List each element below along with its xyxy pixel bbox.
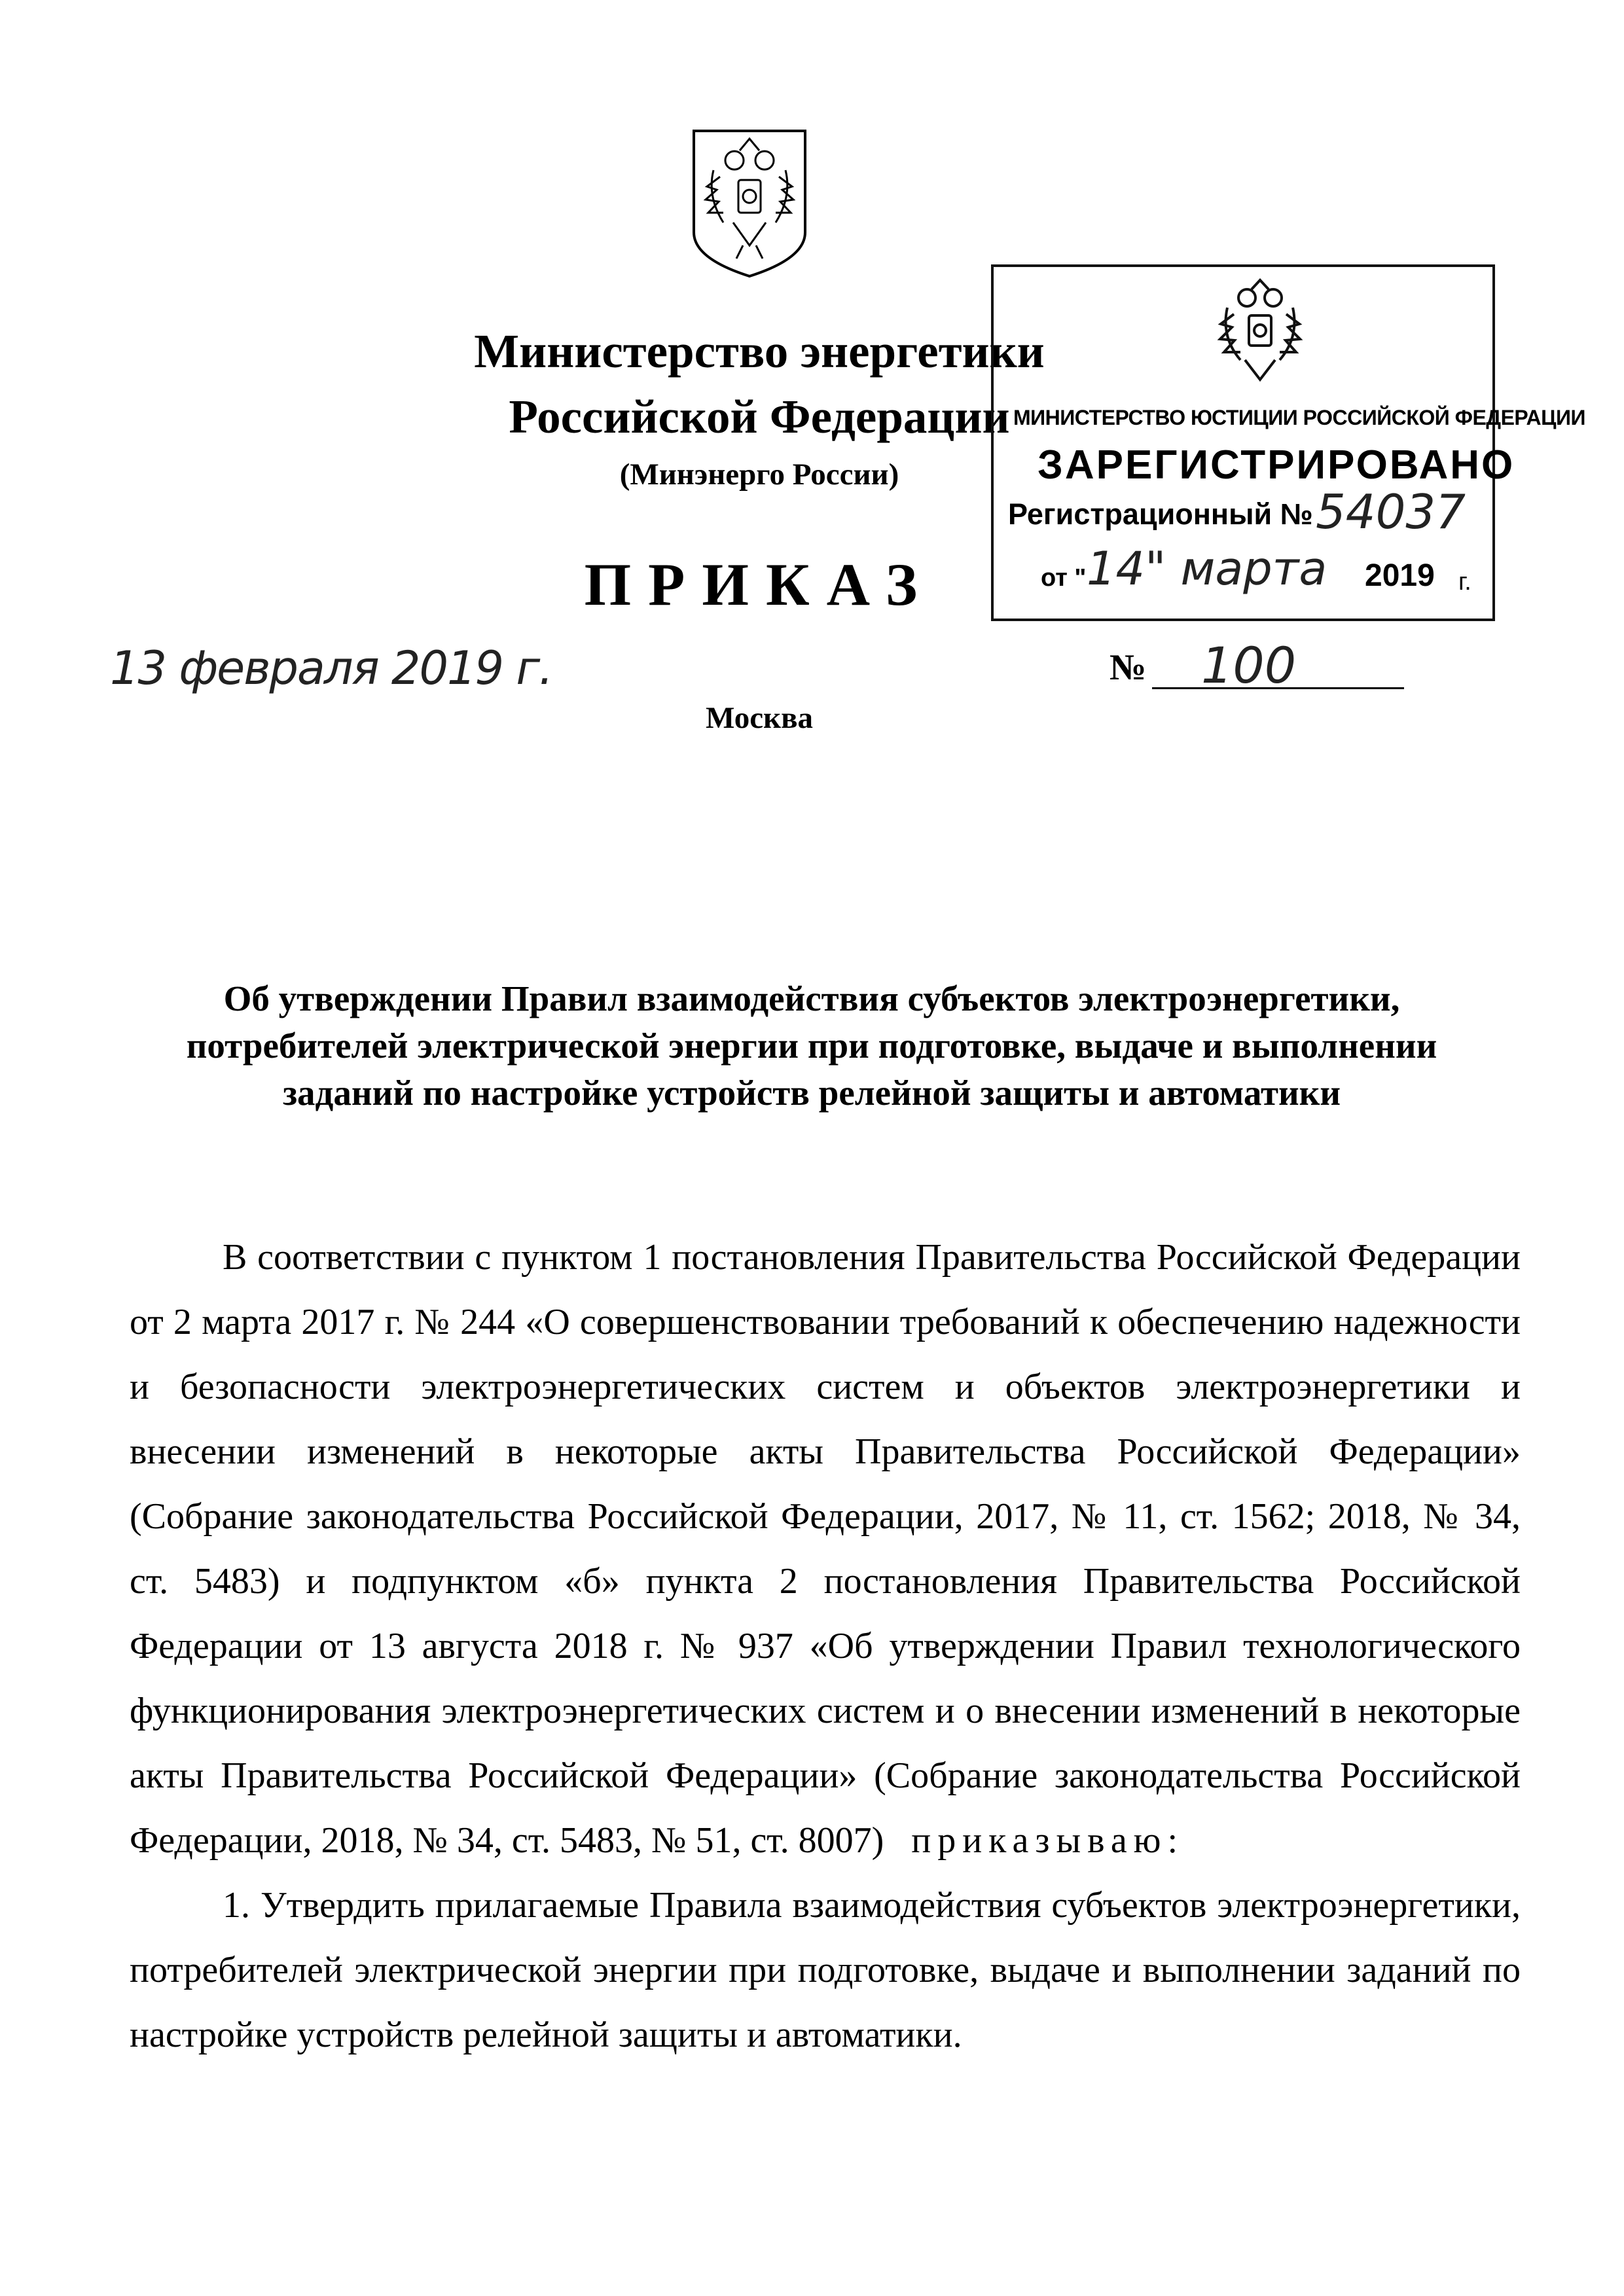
stamp-date-prefix: от " bbox=[1041, 564, 1087, 592]
order-word: приказываю: bbox=[911, 1820, 1185, 1861]
ministry-name-line-1: Министерство энергетики bbox=[474, 325, 1045, 378]
document-title: Об утверждении Правил взаимодействия субъектов электроэнергетики, потребителей электрической энергии при подготовке, выдаче и выполнении заданий по настройке устройств релейной защиты и автоматики bbox=[186, 978, 1437, 1113]
city: Москва bbox=[705, 701, 814, 735]
ministry-name-line-2: Российской Федерации bbox=[509, 390, 1010, 443]
preamble-paragraph bbox=[130, 1225, 1521, 1873]
document-type-heading: ПРИКАЗ bbox=[584, 551, 935, 618]
order-number: 100 bbox=[1201, 636, 1297, 694]
ministry-short-name: (Минэнерго России) bbox=[619, 457, 899, 492]
stamp-registration-label: Регистрационный № bbox=[1008, 497, 1313, 531]
stamp-date-handwritten: 14" марта bbox=[1087, 542, 1327, 596]
document-body bbox=[130, 1225, 1521, 2068]
order-date: 13 февраля 2019 г. bbox=[110, 641, 552, 695]
stamp-registration-number: 54037 bbox=[1316, 484, 1466, 539]
stamp-registered-label: ЗАРЕГИСТРИРОВАНО bbox=[1038, 442, 1515, 488]
coat-of-arms-emblem bbox=[687, 124, 812, 281]
stamp-year-suffix: г. bbox=[1458, 568, 1471, 596]
stamp-year: 2019 bbox=[1365, 558, 1435, 593]
stamp-emblem-icon bbox=[1211, 275, 1309, 386]
preamble-text: В соответствии с пунктом 1 постановления Правительства Российской Федерации от 2 марта 2017 г. № 244 «О совершенствовании требований к обеспечению надежности и безопасности электроэнергетических систем и объектов электроэнергетики и внесении изменений в некоторые акты Правительства Российской Федерации» (Собрание законодательства Российской Федерации, 2017, № 11, ст. 1562; 2018, № 34, ст. 5483) и подпунктом «б» пункта 2 постановления Правительства Российской Федерации от 13 августа 2018 г. № 937 «Об утверждении Правил технологического функционирования электроэнергетических систем и о внесении изменений в некоторые акты Правительства Российской Федерации» (Собрание законодательства Российской Федерации, 2018, № 34, ст. 5483, № 51, ст. 8007) bbox=[130, 1237, 1521, 1861]
order-number-label: № bbox=[1110, 647, 1147, 688]
stamp-ministry-of-justice: МИНИСТЕРСТВО ЮСТИЦИИ РОССИЙСКОЙ ФЕДЕРАЦИИ bbox=[1013, 406, 1585, 429]
order-item-1: 1. Утвердить прилагаемые Правила взаимодействия субъектов электроэнергетики, потребителей электрической энергии при подготовке, выдаче и выполнении заданий по настройке устройств релейной защиты и автоматики. bbox=[130, 1885, 1521, 2055]
